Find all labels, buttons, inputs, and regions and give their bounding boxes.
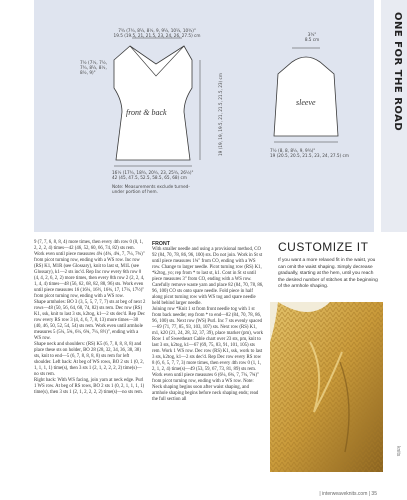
armhole-width-measure <box>292 32 332 42</box>
sleeve-width-cm: 19 (20.5, 20.5, 21.5, 23, 24, 27.5) cm <box>270 153 349 159</box>
knit-texture-image <box>270 302 383 472</box>
schematic-panel <box>34 0 374 232</box>
sleeve-width-measure <box>270 148 360 158</box>
top-width-in: 7¾ (7¾, 8¼, 8½, 9, 9¼, 10¼, 10¾)" <box>118 28 196 33</box>
measurement-note: Note: Measurements exclude turned-under portion of hem. <box>112 184 190 195</box>
hem-width-cm: 42 (45, 47.5, 52.5, 58.5, 65, 68) cm <box>112 175 187 181</box>
hem-width-in: 16½ (17¾, 18¾, 20¾, 23, 25¾, 26½)" <box>112 170 194 175</box>
sleeve-width-in: 7½ (8, 8, 8½, 9, 9¾)" <box>270 148 316 153</box>
instructions-column-1 <box>34 240 146 396</box>
col1-para-4: Right back: With WS facing, join yarn at neck edge. Purl 1 WS row. At beg of RS rows, BO 2 sts 1 (0, 2, 1, 1, 1, 1) time(s), then 3 sts 1 (2, 1, 2, 2, 2, 2) time(s)—no sts rem. <box>34 378 145 395</box>
col2-para-1: With smaller needle and using a provisional method, CO 92 (84, 70, 78, 86, 96, 100) sts. Do not join. Work in St st until piece measures 1¾" from CO, ending with a WS row. Change to larger needle. Picot turning row (RS) K1, *k2tog, yo; rep from * to last st, k1. Cont in St st until piece measures 3" from CO, ending with a WS row. Carefully remove waste yarn and place 82 (84, 70, 78, 86, 96, 100) CO sts onto spare needle. Fold piece in half along picot turning row with WS tog and spare needle held behind larger needle. <box>152 247 264 306</box>
sleeve-label: sleeve <box>296 98 316 107</box>
armhole-width-in: 3¾" <box>307 32 317 37</box>
neck-depth-in: 7½ (7½, 7½, 7¾, 8¼, 8½, 8½, 9)" <box>80 60 108 76</box>
customize-body: If you want a more relaxed fit in the waist, you can omit the waist shaping. Simply decrease gradually, starting at the hem, until you reach the desired number of stitches at the beginning of the armhole shaping. <box>278 258 378 289</box>
sleeve-outline <box>274 57 338 136</box>
neck-depth-cm: 19 (19, 19, 19.5, 21, 21.5, 21.5, 23) cm <box>218 73 223 156</box>
col1-para-1: 9 (7, 7, 6, 8, 8, 4) more times, then every 4th row 0 (0, 1, 2, 2, 2, 4) times—42 (46, 52, 60, 66, 74, 82) sts rem. Work even until piece measures 4¾ (4¾, 4¾, 7, 7¼, 7¾)" from picot turning row, ending with a WS row. Inc row (RS) K1, M1R (see Glossary), knit to last st, M1L (see Glossary), k1—2 sts inc'd. Rep Inc row every 6th row 0 (4, 4, 2, 6, 2, 2) more times, then every 8th row 2 (2, 2, 4, 1, 4, 4) times—48 (56, 62, 68, 82, 88, 96) sts. Work even until piece measures 16 (16¼, 16½, 16¾, 17, 17¼, 17½)" from picot turning row, ending with a WS row. <box>34 240 145 299</box>
col1-para-3: Shape neck and shoulders: (RS) K5 (6, 7, 8, 8, 8, 8) and place these sts on holder, BO 28 (28, 32, 34, 36, 38, 38) sts, knit to end—5 (6, 7, 8, 8, 8, 8) sts rem for left shoulder. Left back: At beg of WS rows, BO 2 sts 1 (0, 2, 1, 1, 1, 1) time(s), then 3 sts 1 (2, 1, 2, 2, 2, 2) time(s)—no sts rem. <box>34 342 144 377</box>
neck-depth-measure <box>80 60 114 76</box>
front-back-label: front & back <box>126 108 167 117</box>
page-folio: | interweaveknits.com | 35 <box>319 491 377 497</box>
section-label: ONE FOR THE ROAD <box>392 12 403 132</box>
front-heading: FRONT <box>152 241 170 247</box>
front-back-outline <box>114 46 192 160</box>
knit-photo <box>270 302 383 472</box>
instructions-column-2 <box>152 240 264 403</box>
customize-title: CUSTOMIZE IT <box>278 240 369 254</box>
col1-para-2: Shape armholes: BO 3 (3, 5, 5, 7, 7, 7) sts at beg of next 2 rows—48 (50, 56, 64, 68, 74, 82) sts rem. Dec row (RS) K1, ssk, knit to last 3 sts, k2tog, k1—2 sts dec'd. Rep Dec row every RS row 3 (4, 4, 6, 7, 8, 13) more times—38 (40, 46, 50, 52, 54, 54) sts rem. Work even until armhole measures 5 (5¼, 5¾, 6¼, 6¾, 7¼, 8½)", ending with a WS row. <box>34 300 146 341</box>
col2-para-2: Joining row *Knit 1 st from front needle tog with 1 st from back needle; rep from * to end—82 (84, 70, 78, 86, 96, 100) sts. Next row (WS) Purl. Inc 7 sts evenly spaced—69 (71, 77, 85, 93, 103, 107) sts. Next row (RS) K1, m1, k20 (21, 24, 28, 32, 37, 39), place marker (pm), work Row 1 of Sweetheart Cable chart over 23 sts, pm, knit to last 3 sts, k2tog, k1—67 (69, 75, 83, 91, 101, 105) sts rem. Work 1 WS row. Dec row (RS) K1, ssk, work to last 3 sts, k2tog, k1—2 sts dec'd. Rep Dec row every RS row 8 (6, 6, 5, 7, 7, 3) more times, then every 4th row 0 (1, 1, 2, 1, 2, 4) time(s)—49 (53, 59, 67, 73, 81, 89) sts rem. Work even until piece measures 6 (6¼, 6¾, 7, 7¼, 7¾)" from picot turning row, ending with a WS row. Note: Neck shaping begins soon after waist shaping, and armhole shaping begins before neck shaping ends; read the full section all <box>152 307 263 402</box>
side-note: knits <box>395 445 401 456</box>
top-width-cm: 19.5 (19.5, 21, 21.5, 23, 24, 26, 27.5) cm <box>113 33 201 39</box>
top-width-measure <box>112 28 202 38</box>
armhole-width-cm: 8.5 cm <box>304 37 320 43</box>
hem-width-measure <box>112 170 222 180</box>
